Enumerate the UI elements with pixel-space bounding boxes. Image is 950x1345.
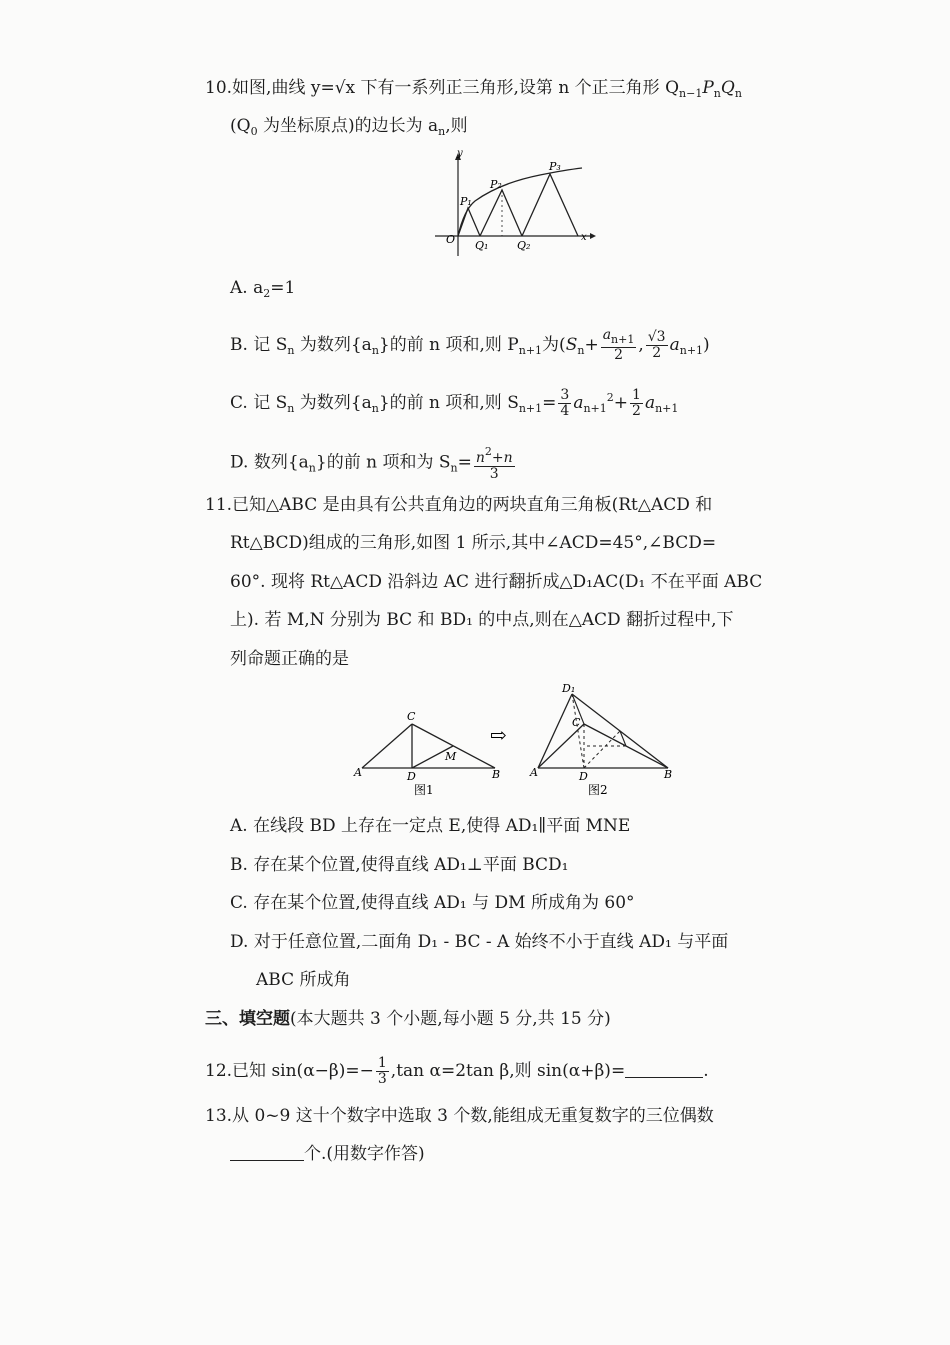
q11-option-a: A. 在线段 BD 上存在一定点 E,使得 AD₁∥平面 MNE [230,816,631,836]
q11-stem-line1: 11.已知△ABC 是由具有公共直角边的两块直角三角板(Rt△ACD 和 [205,495,713,515]
q11-option-c: C. 存在某个位置,使得直线 AD₁ 与 DM 所成角为 60° [230,893,635,913]
q13-answer-blank[interactable] [230,1142,304,1161]
q13-stem-line1: 13.从 0~9 这十个数字中选取 3 个数,能组成无重复数字的三位偶数 [205,1106,714,1126]
q10-stem-line2: ($Q_0$ 为坐标原点)的边长为 $a_n$,则 [230,116,468,138]
q10-option-b: B. 记 $S_n$ 为数列$\{a_n\}$的前 n 项和,则 $P_{n+1}$为($S_n+$ $\frac{a_{n+1}}{2}$ , $\frac{√3}{2}$ $a_{n+1}$) [230,327,710,363]
q10-option-c: C. 记 $S_n$ 为数列$\{a_n\}$的前 n 项和,则 $S_{n+1}=$ $\frac{3}{4}$ $a_{n+1}^2+$ $\frac{1}{2}$ $a_{n+1}$ [230,387,679,419]
q11-stem-line5: 列命题正确的是 [230,649,349,669]
fig10-label-q1: Q₁ [475,239,489,252]
q11-option-d-line1: D. 对于任意位置,二面角 D₁ - BC - A 始终不小于直线 AD₁ 与平面 [230,932,729,952]
q12-answer-blank[interactable] [625,1059,703,1078]
q10-option-a: A. $a_2=1$ [230,278,296,300]
q10-figure-curve-triangles [430,148,600,260]
fig10-label-x: x [581,232,587,243]
fig1-label-a: A [354,766,362,779]
fig2-label-b: B [664,768,673,781]
fig10-label-p3: P₃ [549,160,561,173]
q11-stem-line2: Rt△BCD)组成的三角形,如图 1 所示,其中∠ACD=45°,∠BCD= [230,533,717,553]
fig2-label-d1: D₁ [562,682,576,695]
fig1-label-m: M [445,750,457,763]
q10-option-d: D. 数列$\{a_n\}$的前 n 项和为 $S_n=$ $\frac{n^2+n}{3}$ [230,445,513,482]
q11-stem-line3: 60°. 现将 Rt△ACD 沿斜边 AC 进行翻折成△D₁AC(D₁ 不在平面 ABC [230,572,763,592]
section-3-heading: 三、填空题(本大题共 3 个小题,每小题 5 分,共 15 分) [205,1009,611,1029]
fig10-label-p2: P₂ [490,178,502,191]
fig1-caption: 图1 [414,783,434,797]
fig1-label-d: D [407,770,416,783]
fig2-label-a: A [530,766,538,779]
q11-option-b: B. 存在某个位置,使得直线 AD₁⊥平面 BCD₁ [230,855,569,875]
fig1-label-c: C [407,710,416,723]
fig2-label-d: D [579,770,588,783]
q11-stem-line4: 上). 若 M,N 分别为 BC 和 BD₁ 的中点,则在△ACD 翻折过程中,下 [230,610,734,630]
fig10-label-o: O [446,233,456,246]
q11-option-d-line2: ABC 所成角 [256,970,351,990]
fig10-label-y: y [457,148,463,159]
fig1-label-b: B [492,768,501,781]
fig2-label-c: C [572,716,581,729]
q10-stem-line1: 10.如图,曲线 y=√x 下有一系列正三角形,设第 n 个正三角形 $Q_{n-1}P_nQ_n$ [205,78,742,100]
fig10-label-p1: P₁ [460,195,472,208]
q11-figure-1 [353,710,500,797]
q11-figure-2 [529,682,672,797]
fold-arrow-icon: ⇨ [490,723,507,747]
fig10-label-q2: Q₂ [517,239,531,252]
q11-figures [350,680,690,802]
q13-stem-line2: 个.(用数字作答) [230,1142,425,1166]
fig2-caption: 图2 [588,783,608,797]
q12-stem: 12.已知 sin(α−β)=− $\frac{1}{3}$ ,tan α=2tan β,则 sin(α+β)= . [205,1055,709,1087]
